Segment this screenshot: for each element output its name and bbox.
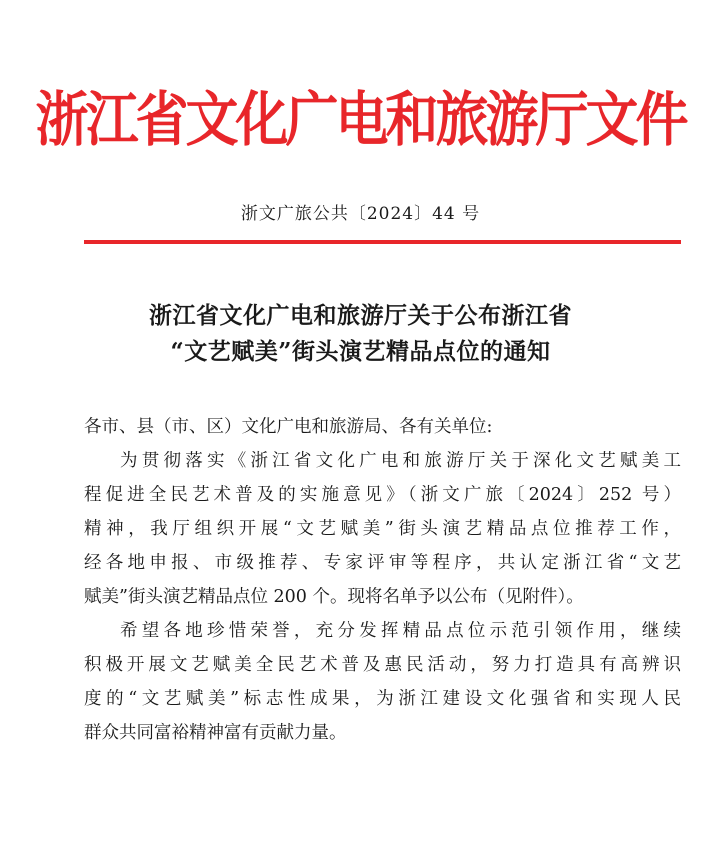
red-divider-line [84, 240, 681, 244]
paragraph-1-line: 经各地申报、市级推荐、专家评审等程序，共认定浙江省“文艺 [84, 553, 681, 573]
paragraph-2-line: 积极开展文艺赋美全民艺术普及惠民活动，努力打造具有高辨识 [84, 655, 681, 675]
paragraph-2-line: 希望各地珍惜荣誉，充分发挥精品点位示范引领作用，继续 [120, 621, 681, 641]
notice-title [0, 298, 721, 370]
notice-title-line-2: “文艺赋美”街头演艺精品点位的通知 [170, 338, 551, 365]
paragraph-2-line: 群众共同富裕精神富有贡献力量。 [84, 723, 347, 743]
paragraph-1-line: 为贯彻落实《浙江省文化广电和旅游厅关于深化文艺赋美工 [120, 451, 681, 471]
document-number: 浙文广旅公共〔2024〕44 号 [240, 204, 481, 224]
salutation: 各市、县（市、区）文化广电和旅游局、各有关单位: [84, 417, 493, 437]
paragraph-1-line: 精神，我厅组织开展“文艺赋美”街头演艺精品点位推荐工作， [84, 519, 681, 539]
notice-body [84, 410, 681, 750]
paragraph-1-line: 赋美”街头演艺精品点位 200 个。现将名单予以公布（见附件）。 [84, 587, 584, 607]
document-masthead: 浙江省文化广电和旅游厅文件 [35, 86, 686, 155]
paragraph-1-line: 程促进全民艺术普及的实施意见》（浙文广旅〔2024〕252 号） [84, 485, 681, 505]
paragraph-2-line: 度的“文艺赋美”标志性成果，为浙江建设文化强省和实现人民 [84, 689, 681, 709]
paragraph-1 [84, 444, 681, 614]
notice-title-line-1: 浙江省文化广电和旅游厅关于公布浙江省 [149, 302, 572, 329]
paragraph-2 [84, 614, 681, 750]
